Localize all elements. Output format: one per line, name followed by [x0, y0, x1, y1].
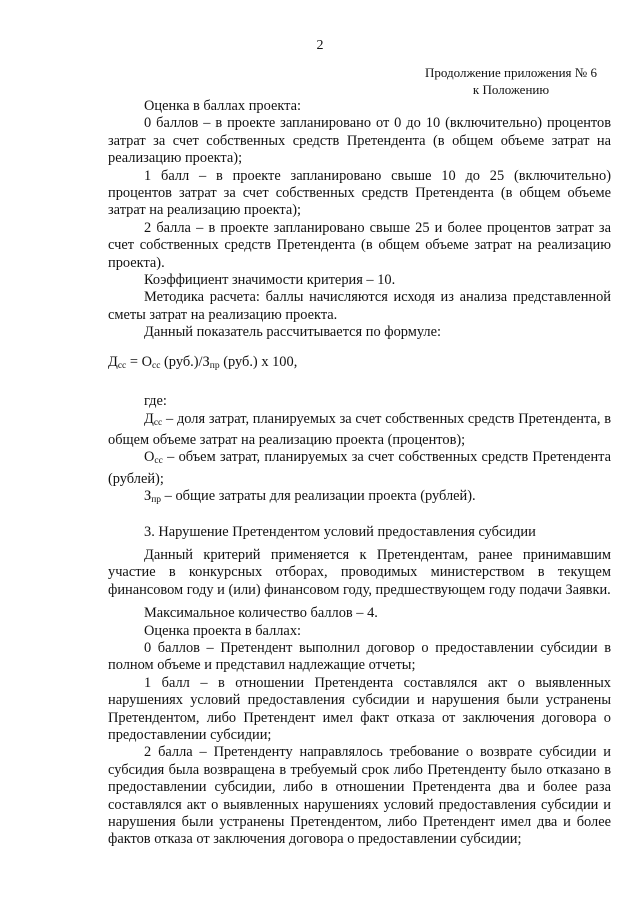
definition-text: – объем затрат, планируемых за счет собственных средств Претендента (рублей);: [108, 449, 611, 487]
formula-o-sub: сс: [151, 360, 161, 371]
formula-eq: =: [126, 353, 142, 370]
appendix-header-line2: к Положению: [472, 82, 550, 97]
spacer: [108, 510, 611, 524]
paragraph: Максимальное количество баллов – 4.: [144, 605, 378, 622]
document-body: [108, 98, 611, 849]
paragraph: 0 баллов – в проекте запланировано от 0 до 10 (включительно) процентов затрат за счет собственных средств Претендента (в общем объеме затрат на реализацию проекта);: [108, 115, 611, 167]
formula-d-sub: сс: [117, 360, 127, 371]
formula-o: О: [141, 353, 152, 370]
paragraph: Оценка в баллах проекта:: [144, 98, 302, 114]
paragraph: 0 баллов – Претендент выполнил договор о предоставлении субсидии в полном объеме и представил надлежащие отчеты;: [108, 639, 611, 674]
paragraph: 1 балл – в проекте запланировано свыше 10 до 25 (включительно) процентов затрат за счет собственных средств Претендента (в общем объеме затрат на реализацию проекта);: [108, 167, 611, 219]
formula-end: (руб.) х 100,: [219, 353, 298, 370]
formula: [108, 354, 611, 375]
definition-subscript: сс: [153, 417, 163, 428]
paragraph: Методика расчета: баллы начисляются исходя из анализа представленной сметы затрат на реализацию проекта.: [108, 289, 611, 323]
formula-z-sub: пр: [209, 360, 220, 371]
section-heading: 3. Нарушение Претендентом условий предоставления субсидии: [144, 523, 536, 540]
definition: [108, 411, 611, 450]
appendix-header-line1: Продолжение приложения № 6: [425, 65, 597, 80]
definition-text: – общие затраты для реализации проекта (рублей).: [161, 488, 476, 505]
paragraph: 1 балл – в отношении Претендента составлялся акт о выявленных нарушениях условий предоставления субсидии и нарушения были устранены Претендентом, либо Претендент имел факт отказа от заключения договора о предоставлении субсидии;: [108, 674, 611, 743]
appendix-header: [416, 64, 606, 98]
where-label: где:: [144, 393, 167, 410]
paragraph: Коэффициент значимости критерия – 10.: [144, 272, 396, 289]
formula-z: З: [202, 353, 210, 370]
paragraph: 2 балла – Претенденту направлялось требование о возврате субсидии и субсидия была возвращена в требуемый срок либо Претенденту было отказано в предоставлении субсидии, либо в отношении Претендента два и более раза составлялся акт о выявленных нарушениях условий предоставления субсидии и нарушения были устранены Претендентом, либо Претендент имел два и более фактов отказа от заключения договора о предоставлении субсидии;: [108, 744, 611, 848]
paragraph: Данный показатель рассчитывается по формуле:: [144, 324, 441, 341]
paragraph: 2 балла – в проекте запланировано свыше 25 и более процентов затрат за счет собственных средств Претендента (в общем объеме затрат на реализацию проекта).: [108, 219, 611, 271]
definition-symbol: З: [144, 488, 152, 505]
definition-symbol: О: [144, 449, 155, 466]
definition-text: – доля затрат, планируемых за счет собственных средств Претендента, в общем объеме затрат на реализацию проекта (процентов);: [108, 410, 611, 448]
definition: [108, 449, 611, 488]
formula-mid: (руб.)/: [160, 353, 203, 370]
paragraph: Данный критерий применяется к Претендентам, ранее принимавшим участие в конкурсных отборах, проводимых министерством в текущем финансовом году и (или) финансовом году, предшествующем году подачи Заявки.: [108, 546, 611, 598]
definition: [108, 488, 611, 509]
page-number: 2: [316, 38, 324, 53]
formula-d: Д: [108, 353, 118, 370]
definition-symbol: Д: [144, 410, 154, 427]
paragraph: Оценка проекта в баллах:: [144, 622, 302, 639]
definition-subscript: пр: [151, 495, 162, 506]
definition-subscript: сс: [154, 456, 163, 467]
